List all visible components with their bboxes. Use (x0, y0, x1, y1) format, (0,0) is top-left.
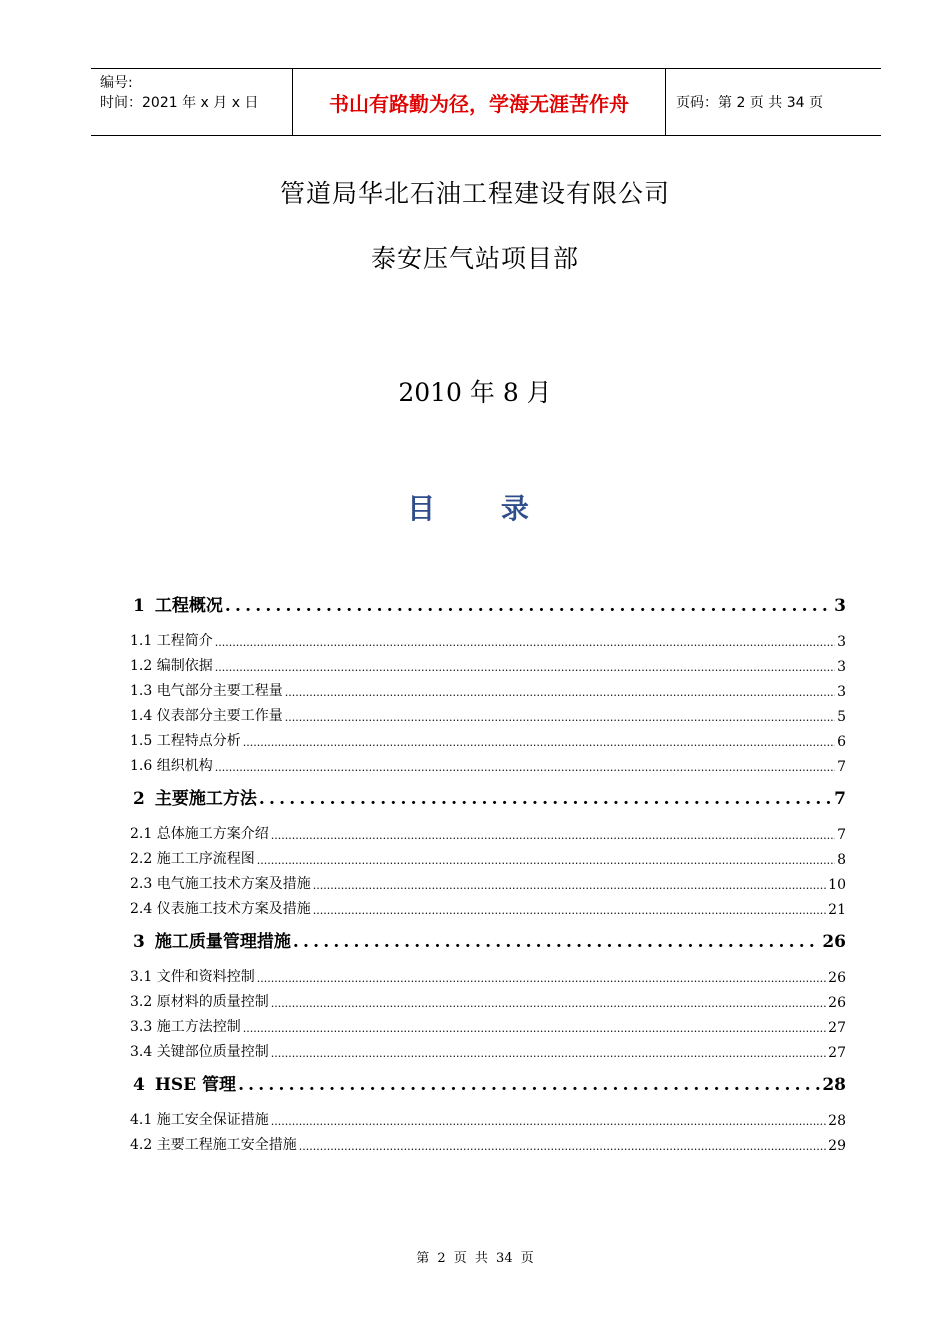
toc-item[interactable] (130, 843, 846, 868)
toc-leader-dots (313, 877, 826, 893)
toc-item-page: 8 (837, 852, 846, 868)
toc-item[interactable] (130, 1011, 846, 1036)
toc-leader-dots (299, 1138, 826, 1154)
toc-item-page: 26 (828, 995, 846, 1011)
toc-leader-dots (293, 932, 820, 952)
toc-item-page: 28 (828, 1113, 846, 1129)
toc-item[interactable] (130, 1036, 846, 1061)
toc-item[interactable] (130, 893, 846, 918)
toc-section-title: 施工质量管理措施 (154, 932, 291, 952)
toc-item-title: 1.4 仪表部分主要工作量 (130, 708, 283, 724)
toc-section-page: 3 (834, 596, 846, 616)
toc-item-title: 2.2 施工工序流程图 (130, 851, 255, 867)
toc-leader-dots (243, 734, 835, 750)
toc-leader-dots (215, 759, 835, 775)
toc-section[interactable] (130, 775, 846, 809)
toc-item-page: 3 (837, 684, 846, 700)
toc-item[interactable] (130, 1104, 846, 1129)
toc-leader-dots (271, 995, 826, 1011)
toc-item-page: 3 (837, 659, 846, 675)
toc-section-title: HSE 管理 (154, 1075, 237, 1095)
table-of-contents (130, 582, 846, 1154)
toc-item-title: 2.1 总体施工方案介绍 (130, 826, 269, 842)
toc-leader-dots (257, 852, 835, 868)
toc-item-title: 3.1 文件和资料控制 (130, 969, 255, 985)
number-label: 编号: (100, 75, 133, 91)
document-header (91, 68, 881, 136)
toc-leader-dots (271, 1113, 826, 1129)
company-name: 管道局华北石油工程建设有限公司 (279, 179, 670, 208)
toc-leader-dots (313, 902, 826, 918)
page-footer: 第 2 页 共 34 页 (416, 1251, 534, 1266)
toc-item-page: 7 (837, 759, 846, 775)
toc-leader-dots (243, 1020, 826, 1036)
toc-item-page: 5 (837, 709, 846, 725)
toc-section[interactable] (130, 582, 846, 616)
toc-leader-dots (225, 596, 832, 616)
toc-item[interactable] (130, 625, 846, 650)
toc-section-number: 3 (133, 932, 145, 952)
toc-leader-dots (215, 659, 835, 675)
toc-section-number: 1 (133, 596, 145, 616)
toc-item-title: 2.4 仪表施工技术方案及措施 (130, 901, 311, 917)
toc-item-page: 27 (828, 1020, 846, 1036)
toc-leader-dots (285, 709, 835, 725)
department-name: 泰安压气站项目部 (370, 244, 579, 273)
toc-item[interactable] (130, 986, 846, 1011)
toc-leader-dots (285, 684, 835, 700)
time-label: 时间：2021 年 x 月 x 日 (100, 95, 259, 111)
toc-section-number: 4 (133, 1075, 145, 1095)
toc-item-title: 4.2 主要工程施工安全措施 (130, 1137, 297, 1153)
toc-leader-dots (215, 634, 835, 650)
toc-item-page: 7 (837, 827, 846, 843)
toc-item-page: 10 (828, 877, 846, 893)
toc-section-number: 2 (133, 789, 145, 809)
toc-section[interactable] (130, 918, 846, 952)
toc-item-title: 1.3 电气部分主要工程量 (130, 683, 283, 699)
toc-section-title: 主要施工方法 (154, 789, 257, 809)
toc-item-title: 1.5 工程特点分析 (130, 733, 241, 749)
toc-item[interactable] (130, 750, 846, 775)
toc-item[interactable] (130, 1129, 846, 1154)
toc-leader-dots (238, 1075, 820, 1095)
toc-section-title: 工程概况 (154, 596, 223, 616)
toc-item[interactable] (130, 650, 846, 675)
toc-item-title: 4.1 施工安全保证措施 (130, 1112, 269, 1128)
document-date: 2010 年 8 月 (398, 378, 552, 407)
toc-section[interactable] (130, 1061, 846, 1095)
toc-section-page: 28 (822, 1075, 846, 1095)
toc-item-page: 29 (828, 1138, 846, 1154)
toc-item-title: 3.2 原材料的质量控制 (130, 994, 269, 1010)
toc-item-title: 1.2 编制依据 (130, 658, 213, 674)
toc-item-page: 27 (828, 1045, 846, 1061)
toc-item-title: 1.6 组织机构 (130, 758, 213, 774)
toc-section-page: 7 (834, 789, 846, 809)
toc-item[interactable] (130, 725, 846, 750)
toc-item-title: 2.3 电气施工技术方案及措施 (130, 876, 311, 892)
toc-item[interactable] (130, 818, 846, 843)
toc-item-page: 26 (828, 970, 846, 986)
toc-item[interactable] (130, 961, 846, 986)
header-page-info: 页码：第 2 页 共 34 页 (676, 95, 823, 111)
toc-title: 目 录 (407, 492, 557, 525)
toc-leader-dots (257, 970, 826, 986)
toc-item-title: 3.4 关键部位质量控制 (130, 1044, 269, 1060)
toc-leader-dots (271, 827, 835, 843)
toc-section-page: 26 (822, 932, 846, 952)
toc-item-title: 1.1 工程简介 (130, 633, 213, 649)
toc-item[interactable] (130, 675, 846, 700)
toc-item[interactable] (130, 868, 846, 893)
toc-item-page: 3 (837, 634, 846, 650)
toc-item-page: 6 (837, 734, 846, 750)
toc-item-page: 21 (828, 902, 846, 918)
toc-leader-dots (271, 1045, 826, 1061)
header-meta (91, 69, 292, 135)
toc-item[interactable] (130, 700, 846, 725)
header-motto: 书山有路勤为径，学海无涯苦作舟 (292, 69, 666, 135)
toc-leader-dots (259, 789, 832, 809)
toc-item-title: 3.3 施工方法控制 (130, 1019, 241, 1035)
